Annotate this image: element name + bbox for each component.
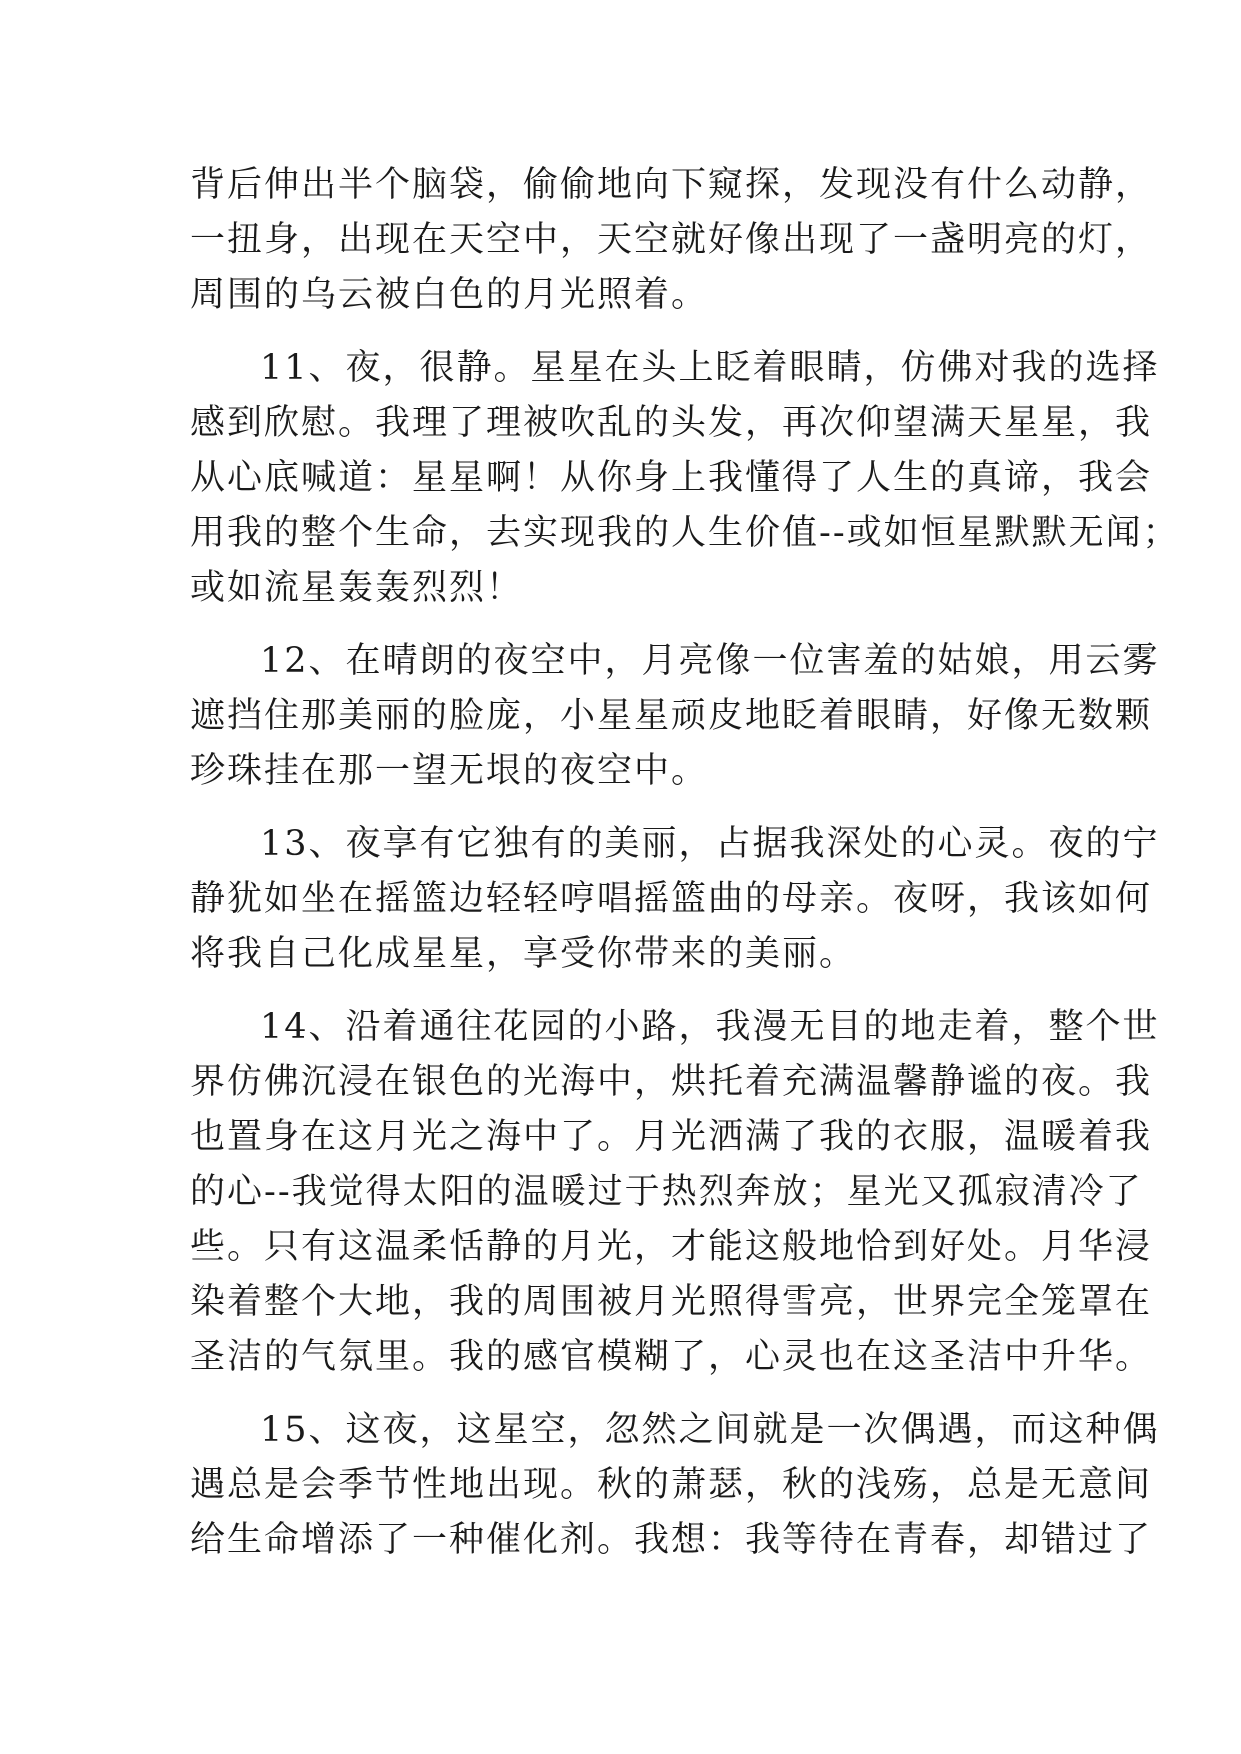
paragraph-start-11: 11、夜，很静。星星在头上眨着眼睛，仿佛对我的选择 <box>260 348 1160 388</box>
text-line: 用我的整个生命，去实现我的人生价值--或如恒星默默无闻； <box>190 513 1180 553</box>
text-line: 遇总是会季节性地出现。秋的萧瑟，秋的浅殇，总是无意间 <box>190 1465 1153 1505</box>
paragraph-start-13: 13、夜享有它独有的美丽，占据我深处的心灵。夜的宁 <box>260 824 1160 864</box>
text-line: 静犹如坐在摇篮边轻轻哼唱摇篮曲的母亲。夜呀，我该如何 <box>190 879 1153 919</box>
text-line: 或如流星轰轰烈烈！ <box>190 568 524 608</box>
paragraph-start-14: 14、沿着通往花园的小路，我漫无目的地走着，整个世 <box>260 1007 1160 1047</box>
text-line: 周围的乌云被白色的月光照着。 <box>190 275 709 315</box>
text-line: 圣洁的气氛里。我的感官模糊了，心灵也在这圣洁中升华。 <box>190 1337 1153 1377</box>
text-line: 珍珠挂在那一望无垠的夜空中。 <box>190 751 709 791</box>
text-line: 染着整个大地，我的周围被月光照得雪亮，世界完全笼罩在 <box>190 1282 1153 1322</box>
text-line: 感到欣慰。我理了理被吹乱的头发，再次仰望满天星星，我 <box>190 403 1153 443</box>
text-line: 从心底喊道：星星啊！从你身上我懂得了人生的真谛，我会 <box>190 458 1153 498</box>
text-line: 将我自己化成星星，享受你带来的美丽。 <box>190 934 857 974</box>
text-line: 些。只有这温柔恬静的月光，才能这般地恰到好处。月华浸 <box>190 1227 1153 1267</box>
text-line: 背后伸出半个脑袋，偷偷地向下窥探，发现没有什么动静， <box>190 165 1153 205</box>
paragraph-start-12: 12、在晴朗的夜空中，月亮像一位害羞的姑娘，用云雾 <box>260 641 1160 681</box>
body-text <box>190 158 1180 1568</box>
text-line: 一扭身，出现在天空中，天空就好像出现了一盏明亮的灯， <box>190 220 1153 260</box>
text-line: 界仿佛沉浸在银色的光海中，烘托着充满温馨静谧的夜。我 <box>190 1062 1153 1102</box>
text-line: 给生命增添了一种催化剂。我想：我等待在青春，却错过了 <box>190 1520 1153 1560</box>
text-line: 的心--我觉得太阳的温暖过于热烈奔放；星光又孤寂清冷了 <box>190 1172 1143 1212</box>
text-line: 也置身在这月光之海中了。月光洒满了我的衣服，温暖着我 <box>190 1117 1153 1157</box>
paragraph-start-15: 15、这夜，这星空，忽然之间就是一次偶遇，而这种偶 <box>260 1410 1160 1450</box>
text-line: 遮挡住那美丽的脸庞，小星星顽皮地眨着眼睛，好像无数颗 <box>190 696 1153 736</box>
